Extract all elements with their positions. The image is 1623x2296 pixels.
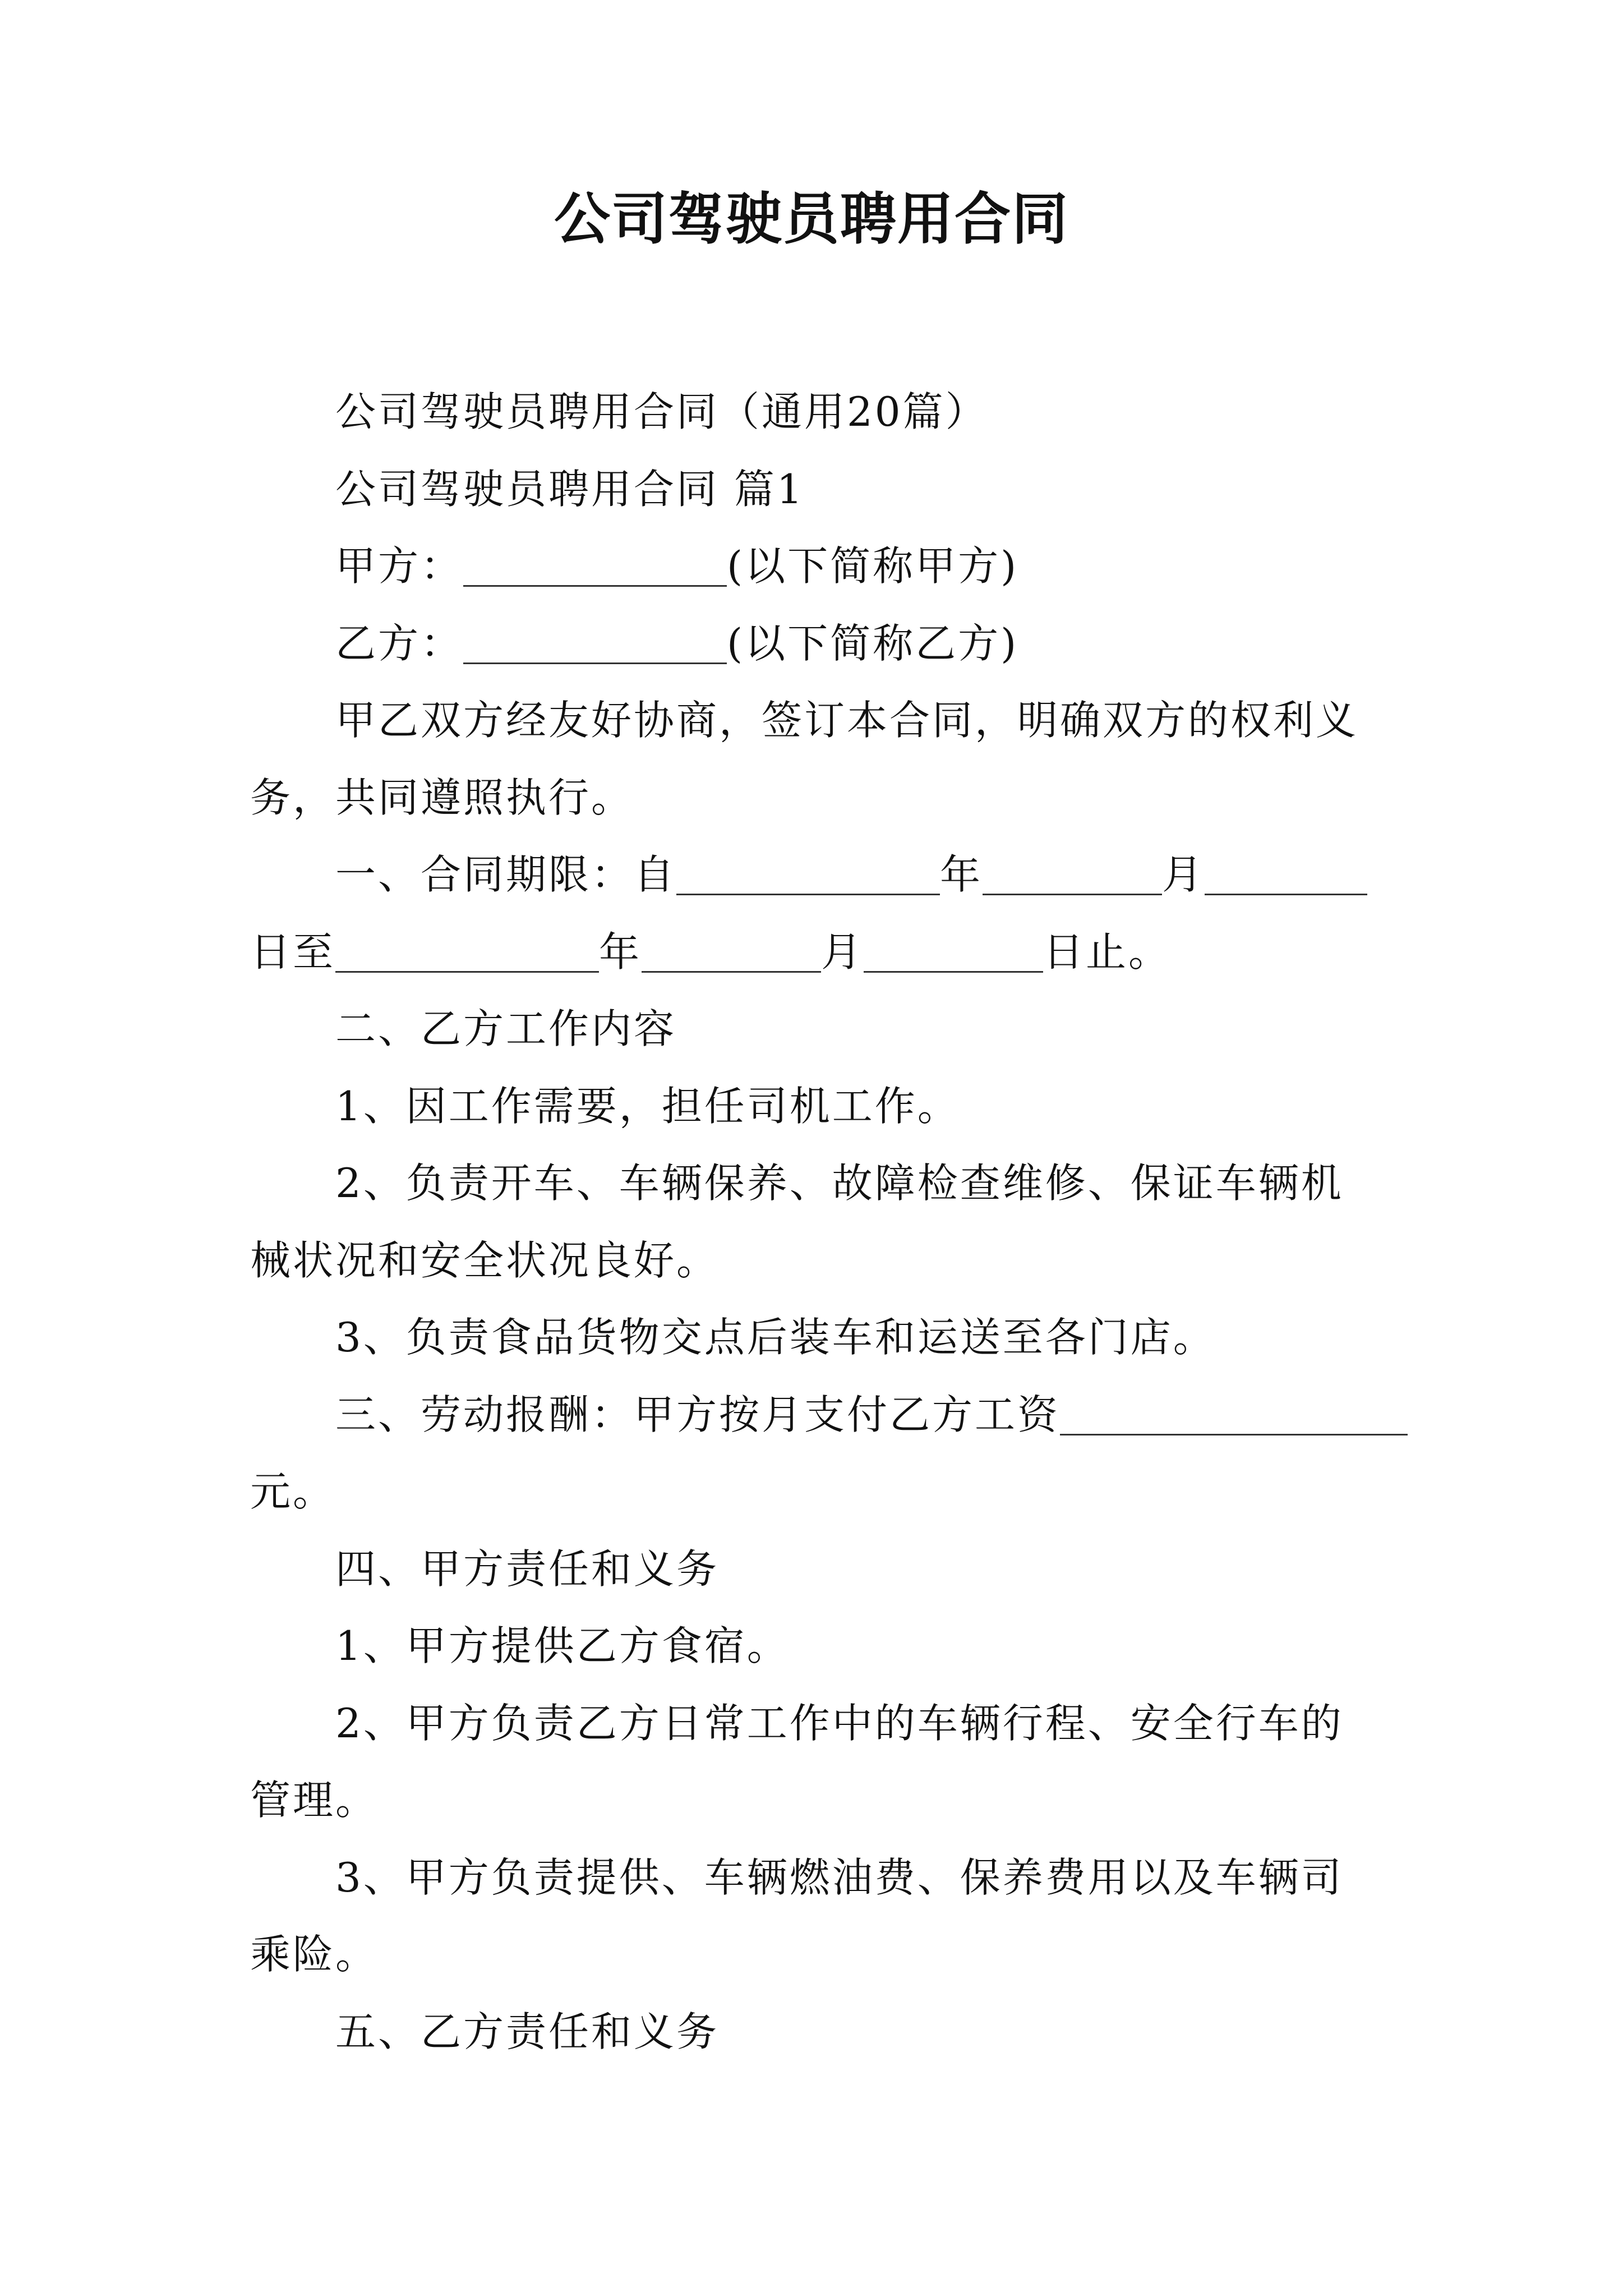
party-a-blank [463,544,727,587]
term-label: 一、合同期限：自 [335,851,677,898]
salary-blank [1060,1392,1408,1435]
paragraph: 3、负责食品货物交点后装车和运送至各门店。 [335,1314,1216,1361]
paragraph: 1、甲方提供乙方食宿。 [335,1622,790,1669]
paragraph: 管理。 [250,1777,379,1824]
paragraph: 械状况和安全状况良好。 [250,1236,720,1284]
salary-line [250,1377,1383,1454]
document-title: 公司驾驶员聘用合同 [554,186,1069,252]
paragraph: 公司驾驶员聘用合同（通用20篇） [335,388,988,435]
section-heading: 四、甲方责任和义务 [335,1545,720,1593]
paragraph: 1、因工作需要，担任司机工作。 [335,1082,960,1130]
party-b-blank [463,621,727,664]
section-heading: 二、乙方工作内容 [335,1005,677,1052]
section-heading: 五、乙方责任和义务 [335,2008,720,2055]
term-line-start [250,836,1383,914]
month-label: 月 [1162,851,1205,898]
end-day-blank [864,930,1043,973]
day-end-label: 日止。 [1043,928,1172,976]
party-b-note: (以下简称乙方) [727,619,1019,667]
start-year-blank [676,852,940,895]
start-day-blank [1205,852,1367,895]
term-line-end [250,914,1383,991]
paragraph: 务，共同遵照执行。 [250,774,634,821]
paragraph: 2、甲方负责乙方日常工作中的车辆行程、安全行车的 [335,1699,1344,1747]
party-b-label: 乙方： [335,619,464,667]
salary-label: 三、劳动报酬：甲方按月支付乙方工资 [335,1391,1061,1438]
paragraph: 乘险。 [250,1931,379,1978]
party-a-line [250,528,1383,605]
paragraph: 3、甲方负责提供、车辆燃油费、保养费用以及车辆司 [335,1853,1344,1901]
year-label: 年 [599,928,642,976]
paragraph: 2、负责开车、车辆保养、故障检查维修、保证车辆机 [335,1159,1344,1207]
year-label: 年 [940,851,983,898]
end-month-blank [642,930,821,973]
paragraph: 甲乙双方经友好协商，签订本合同，明确双方的权利义 [335,697,1359,744]
day-to-label: 日至 [250,928,336,976]
paragraph: 元。 [250,1468,336,1515]
start-month-blank [983,852,1162,895]
document-body [250,374,1383,2070]
end-year-blank [335,930,599,973]
paragraph: 公司驾驶员聘用合同 篇1 [335,465,805,513]
party-a-label: 甲方： [335,542,464,590]
party-a-note: (以下简称甲方) [727,542,1019,590]
party-b-line [250,605,1383,683]
month-label: 月 [821,928,864,976]
